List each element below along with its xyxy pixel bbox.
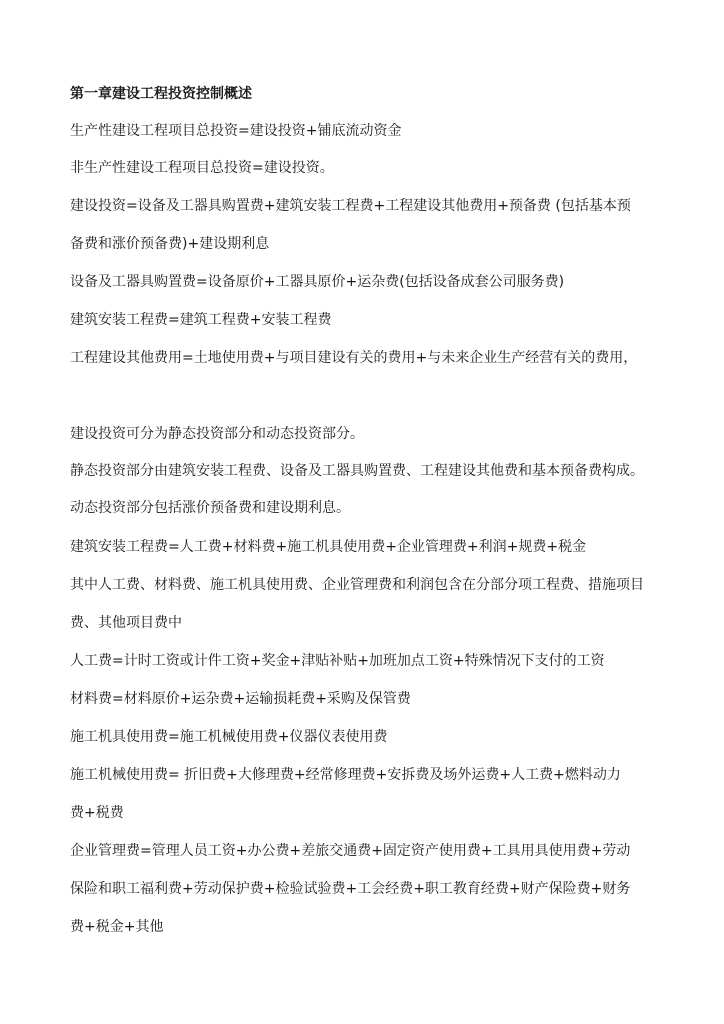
chapter-title: 第一章建设工程投资控制概述	[70, 86, 252, 102]
text-line: 非生产性建设工程项目总投资=建设投资。	[70, 160, 334, 176]
text-line: 其中人工费、材料费、施工机具使用费、企业管理费和利润包含在分部分项工程费、措施项目	[70, 577, 644, 593]
text-line: 企业管理费=管理人员工资+办公费+差旅交通费+固定资产使用费+工具用具使用费+劳动	[70, 843, 631, 859]
text-line: 人工费=计时工资或计件工资+奖金+津贴补贴+加班加点工资+特殊情况下支付的工资	[70, 653, 605, 669]
text-line: 材料费=材料原价+运杂费+运输损耗费+采购及保管费	[70, 691, 411, 707]
text-line: 施工机具使用费=施工机械使用费+仪器仪表使用费	[70, 729, 388, 745]
text-line: 建筑安装工程费=人工费+材料费+施工机具使用费+企业管理费+利润+规费+税金	[70, 539, 587, 555]
text-line: 生产性建设工程项目总投资=建设投资+铺底流动资金	[70, 123, 402, 139]
text-line: 保险和职工福利费+劳动保护费+检验试验费+工会经费+职工教育经费+财产保险费+财务	[70, 881, 631, 897]
text-line: 静态投资部分由建筑安装工程费、设备及工器具购置费、工程建设其他费和基本预备费构成。	[70, 463, 644, 479]
text-line: 费+税费	[70, 805, 124, 821]
text-line: 动态投资部分包括涨价预备费和建设期利息。	[70, 500, 350, 516]
text-line: 施工机械使用费= 折旧费+大修理费+经常修理费+安拆费及场外运费+人工费+燃料动力	[70, 767, 621, 783]
text-line: 费+税金+其他	[70, 919, 164, 935]
text-line: 建筑安装工程费=建筑工程费+安装工程费	[70, 312, 332, 328]
text-line: 费、其他项目费中	[70, 615, 182, 631]
text-line: 工程建设其他费用=土地使用费+与项目建设有关的费用+与未来企业生产经营有关的费用，	[70, 350, 638, 366]
text-line: 备费和涨价预备费)+建设期利息	[70, 236, 270, 252]
text-line: 建设投资可分为静态投资部分和动态投资部分。	[70, 426, 364, 442]
text-line: 建设投资=设备及工器具购置费+建筑安装工程费+工程建设其他费用+预备费 (包括基本预	[70, 198, 631, 214]
text-line: 设备及工器具购置费=设备原价+工器具原价+运杂费(包括设备成套公司服务费)	[70, 274, 565, 290]
